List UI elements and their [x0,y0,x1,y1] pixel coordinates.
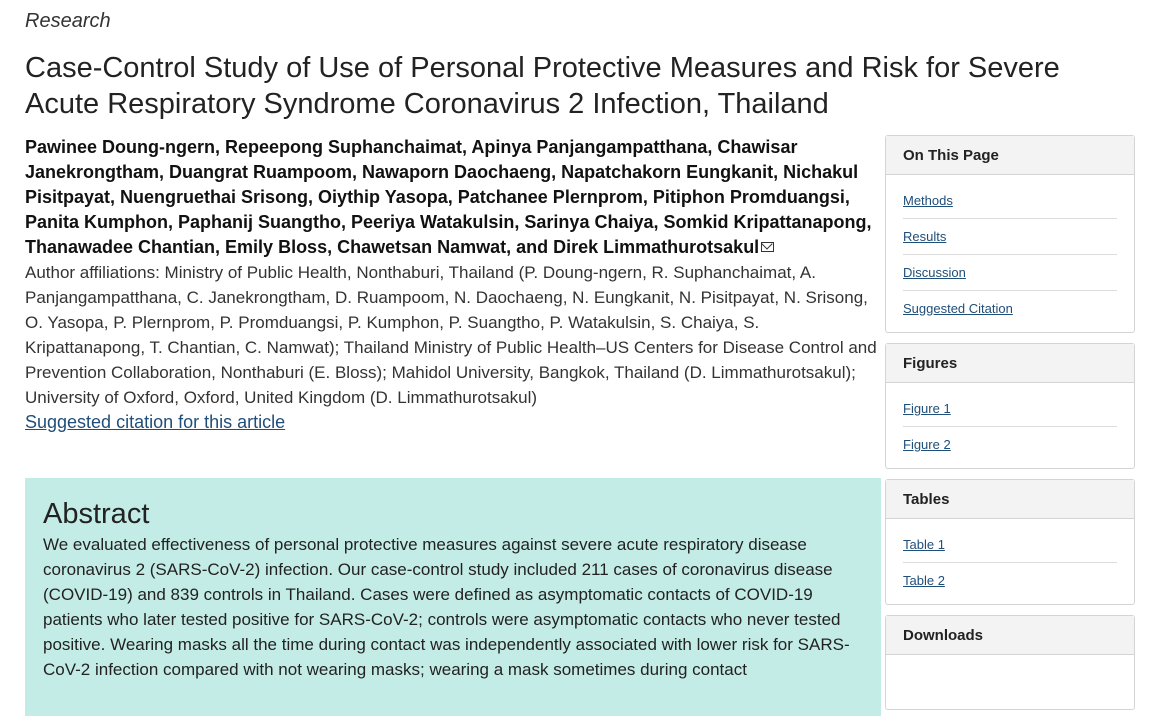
abstract-text: We evaluated effectiveness of personal protective measures against severe acute respiratory disease coronavirus 2 (SARS-CoV-2) infection. Our case-control study included 211 cases of coronavirus disease (COVID-19) and 839 controls in Thailand. Cases were defined as asymptomatic contacts of COVID-19 patients who later tested positive for SARS-CoV-2; controls were asymptomatic contacts who never tested positive. Wearing masks all the time during contact was independently associated with lower risk for SARS-CoV-2 infection compared with not wearing masks; wearing a mask sometimes during contact [43,535,850,679]
author-names: Pawinee Doung-ngern, Repeepong Suphanchaimat, Apinya Panjangampatthana, Chawisar Janekrongtham, Duangrat Ruampoom, Nawaporn Daochaeng, Napatchakorn Eungkanit, Nichakul Pisitpayat, Nuengruethai Srisong, Oiythip Yasopa, Patchanee Plernprom, Pitiphon Promduangsi, Panita Kumphon, Paphanij Suangtho, Peeriya Watakulsin, Sarinya Chaiya, Somkid Kripattanapong, Thanawadee Chantian, Emily Bloss, Chawetsan Namwat, and Direk Limmathurotsakul [25,137,872,257]
panel-on-this-page [885,135,1135,333]
link-discussion[interactable]: Discussion [903,255,1117,291]
author-list [25,135,883,260]
panel-figures [885,343,1135,469]
link-figure-2[interactable]: Figure 2 [903,437,951,452]
link-table-1[interactable]: Table 1 [903,527,1117,563]
link-table-2[interactable]: Table 2 [903,573,945,588]
article-category: Research [25,10,111,32]
panel-downloads [885,615,1135,710]
panel-title: On This Page [886,136,1134,175]
abstract-box [25,478,881,716]
link-results[interactable]: Results [903,219,1117,255]
article-main [25,135,883,435]
mail-icon[interactable] [761,242,774,252]
panel-title: Downloads [886,616,1134,655]
panel-tables [885,479,1135,605]
panel-title: Figures [886,344,1134,383]
sidebar [885,135,1135,720]
link-methods[interactable]: Methods [903,183,1117,219]
link-figure-1[interactable]: Figure 1 [903,391,1117,427]
author-affiliations: Author affiliations: Ministry of Public Health, Nonthaburi, Thailand (P. Doung-ngern, R. Suphanchaimat, A. Panjangampatthana, C. Janekrongtham, D. Ruampoom, N. Daochaeng, N. Eungkanit, N. Pisitpayat, N. Srisong, O. Yasopa, P. Plernprom, P. Promduangsi, P. Kumphon, P. Suangtho, P. Watakulsin, S. Chaiya, S. Kripattanapong, T. Chantian, C. Namwat); Thailand Ministry of Public Health–US Centers for Disease Control and Prevention Collaboration, Nonthaburi (E. Bloss); Mahidol University, Bangkok, Thailand (D. Limmathurotsakul); University of Oxford, Oxford, United Kingdom (D. Limmathurotsakul) [25,263,877,407]
panel-title: Tables [886,480,1134,519]
suggested-citation-link[interactable]: Suggested citation for this article [25,412,286,432]
article-title: Case-Control Study of Use of Personal Protective Measures and Risk for Severe Acute Respiratory Syndrome Coronavirus 2 Infection, Thailand [25,52,1060,120]
link-suggested-citation[interactable]: Suggested Citation [903,301,1013,316]
abstract-heading: Abstract [43,498,150,530]
